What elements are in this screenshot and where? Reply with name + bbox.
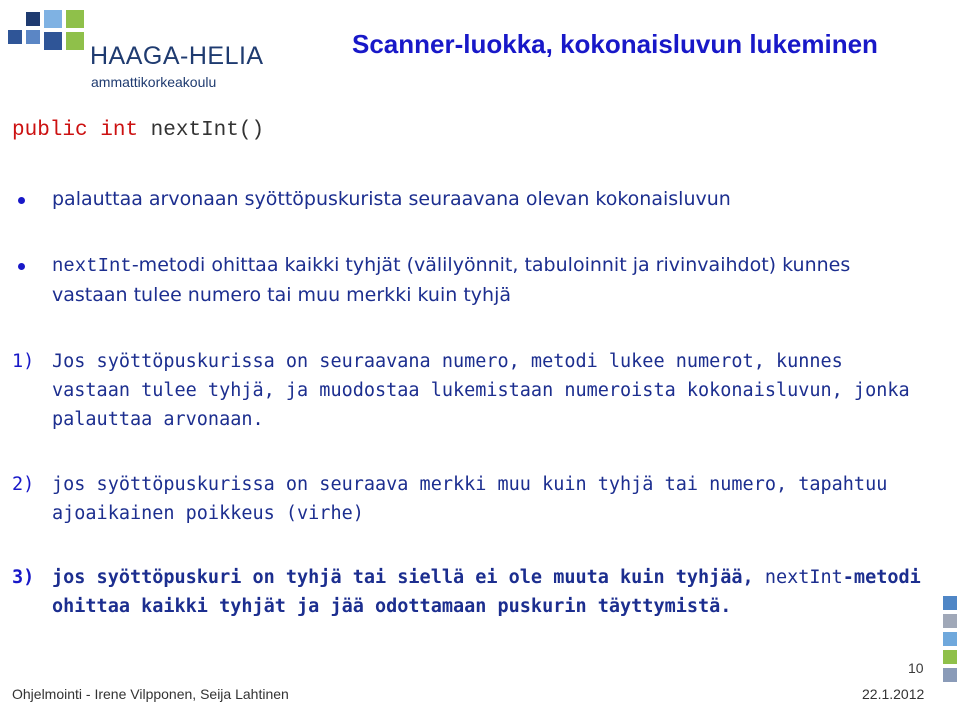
- decorative-squares-icon: [943, 596, 957, 696]
- bullet-item: [52, 251, 852, 310]
- deco-square: [943, 596, 957, 610]
- item-number: 2): [12, 474, 35, 495]
- numbered-item: [12, 470, 912, 528]
- item-text-after: -metodi ohittaa kaikki tyhjät ja jää odottamaan puskurin täyttymistä.: [52, 567, 921, 617]
- logo-square: [26, 30, 40, 44]
- keyword-int: int: [100, 119, 139, 142]
- logo-name: HAAGA-HELIA: [90, 42, 264, 70]
- keyword-public: public: [12, 119, 88, 142]
- inline-code: nextInt: [52, 255, 132, 277]
- logo-square: [26, 12, 40, 26]
- logo-square: [66, 10, 84, 28]
- item-text: Jos syöttöpuskurissa on seuraavana numero, metodi lukee numerot, kunnes vastaan tulee tyhjä, ja muodostaa lukemistaan numeroista kokonaisluvun, jonka palauttaa arvonaan.: [52, 351, 910, 430]
- item-text: [52, 563, 932, 621]
- logo-square: [44, 10, 62, 28]
- item-text-before: jos syöttöpuskuri on tyhjä tai siellä ei ole muuta kuin tyhjää,: [52, 567, 765, 588]
- page-number: 10: [908, 660, 924, 676]
- footer-author: Ohjelmointi - Irene Vilpponen, Seija Lahtinen: [12, 686, 289, 702]
- deco-square: [943, 632, 957, 646]
- haaga-helia-logo: [6, 6, 264, 90]
- bullet-text: -metodi ohittaa kaikki tyhjät (välilyönnit, tabuloinnit ja rivinvaihdot) kunnes vastaan tulee numero tai muu merkki kuin tyhjä: [52, 254, 851, 306]
- item-number: 1): [12, 351, 35, 372]
- footer-date: 22.1.2012: [862, 686, 925, 702]
- deco-square: [943, 614, 957, 628]
- numbered-item: [12, 563, 932, 621]
- logo-subtitle: ammattikorkeakoulu: [91, 74, 217, 90]
- slide-title: Scanner-luokka, kokonaisluvun lukeminen: [352, 29, 878, 59]
- bullet-item: [52, 185, 942, 214]
- deco-square: [943, 668, 957, 682]
- logo-square: [66, 32, 84, 50]
- logo-square: [8, 30, 22, 44]
- logo-square: [44, 32, 62, 50]
- inline-code: nextInt: [764, 567, 843, 588]
- item-number: 3): [12, 567, 35, 588]
- bullet-dot-icon: [18, 263, 25, 270]
- method-name: nextInt(): [150, 119, 265, 142]
- numbered-item: [12, 347, 912, 434]
- item-text: jos syöttöpuskurissa on seuraava merkki muu kuin tyhjä tai numero, tapahtuu ajoaikainen poikkeus (virhe): [52, 474, 888, 524]
- deco-square: [943, 650, 957, 664]
- bullet-text: palauttaa arvonaan syöttöpuskurista seuraavana olevan kokonaisluvun: [52, 188, 731, 210]
- method-signature: [12, 118, 264, 144]
- bullet-dot-icon: [18, 197, 25, 204]
